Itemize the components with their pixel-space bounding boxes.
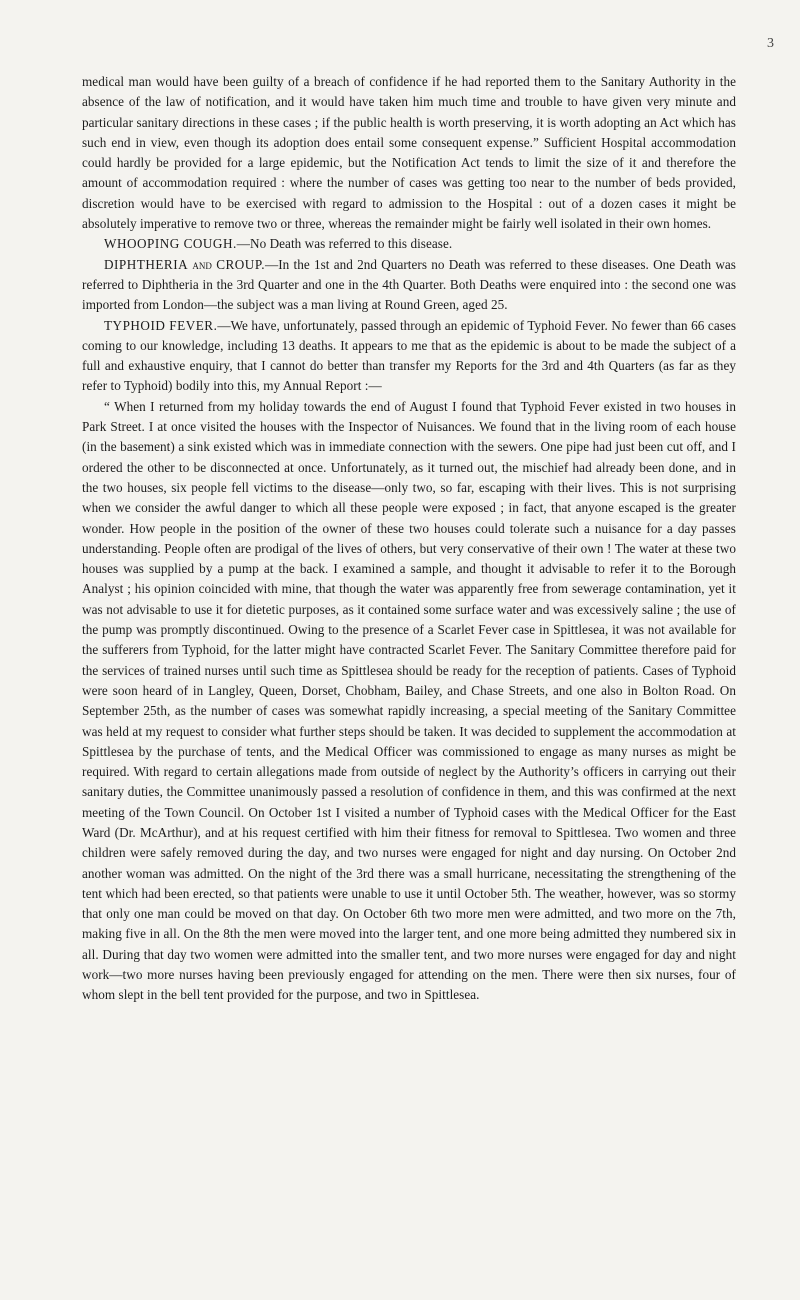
- diphtheria-heading-part2: CROUP.: [216, 256, 265, 272]
- typhoid-heading: TYPHOID FEVER.: [104, 317, 218, 333]
- page-number: 3: [767, 36, 774, 51]
- diphtheria-text: —In the 1st and 2nd Quarters no Death was referred to these diseases. One Death was referred to Diphtheria in the 3rd Quarter and one in the 4th Quarter. Both Deaths were enquired into : the second one was imported from London—the subject was a man living at Round Green, aged 25.: [82, 256, 736, 313]
- whooping-cough-heading: WHOOPING COUGH.: [104, 236, 237, 252]
- typhoid-text: —We have, unfortunately, passed through an epidemic of Typhoid Fever. No fewer than 66 cases coming to our knowledge, including 13 deaths. It appears to me that as the epidemic is about to be made the subject of a full and exhaustive enquiry, that I cannot do better than transfer my Reports for the 3rd and 4th Quarters (as far as they refer to Typhoid) bodily into this, my Annual Report :—: [82, 317, 737, 394]
- diphtheria-heading-and: and: [192, 256, 212, 272]
- quoted-report: “ When I returned from my holiday towards the end of August I found that Typhoid Fever existed in two houses in Park Street. I at once visited the houses with the Inspector of Nuisances. We found that in the living room of each house (in the basement) a sink existed which was in immediate connection with the sewers. One pipe had just been cut off, and I ordered the other to be disconnected at once. Unfortunately, as it turned out, the mischief had already been done, and in the two houses, six people fell victims to the disease—only two, so far, escaping with their lives. This is not surprising when we consider the awful danger to which all these people were exposed ; in fact, that anyone escaped is the greater wonder. How people in the position of the owner of these two houses could tolerate such a nuisance for a day passes understanding. People often are prodigal of the lives of others, but very conservative of their own ! The water at these two houses was supplied by a pump at the back. I examined a sample, and thought it advisable to refer it to the Borough Analyst ; his opinion coincided with mine, that though the water was apparently free from sewerage contamination, yet it was not advisable to use it for dietetic purposes, as it contained some surface water and was excessively saline ; the use of the pump was promptly discontinued. Owing to the presence of a Scarlet Fever case in Spittlesea, it was not available for the sufferers from Typhoid, for the latter might have contracted Scarlet Fever. The Sanitary Committee therefore paid for the services of trained nurses until such time as Spittlesea should be ready for the reception of patients. Cases of Typhoid were soon heard of in Langley, Queen, Dorset, Chobham, Bailey, and Chase Streets, and one also in Bolton Road. On September 25th, as the number of cases was somewhat rapidly increasing, a special meeting of the Sanitary Committee was held at my request to consider what further steps should be taken. It was decided to supplement the accommodation at Spittlesea by the purchase of tents, and the Medical Officer was commissioned to engage as many nurses as might be required. With regard to certain allegations made from outside of neglect by the Authority’s officers in carrying out their sanitary duties, the Committee unanimously passed a resolution of confidence in them, and this was confirmed at the next meeting of the Town Council. On October 1st I visited a number of Typhoid cases with the Medical Officer for the East Ward (Dr. McArthur), and at his request certified with him their fitness for removal to Spittlesea. Two women and three children were safely removed during the day, and two nurses were engaged for night and day nursing. On October 2nd another woman was admitted. On the night of the 3rd there was a small hurricane, necessitating the strengthening of the tent which had been erected, so that patients were unable to use it until October 5th. The weather, however, was so stormy that only one man could be moved on that day. On October 6th two more men were admitted, and two more on the 7th, making five in all. On the 8th the men were moved into the larger tent, and one more being admitted they numbered six in all. During that day two women were admitted into the smaller tent, and two more nurses were engaged for day and night work—two more nurses having been previously engaged for attending on the men. There were then six nurses, four of whom slept in the bell tent provided for the purpose, and two in Spittlesea.: [82, 398, 736, 1003]
- opening-paragraph: medical man would have been guilty of a breach of confidence if he had reported them to the Sanitary Authority in the absence of the law of notification, and it would have taken him much time and trouble to have given very minute and particular sanitary directions in these cases ; if the public health is worth preserving, it is worth adopting an Act which has such end in view, even though its adoption does entail some consequent expense.” Sufficient Hospital accommodation could hardly be provided for a large epidemic, but the Notification Act tends to limit the size of it and therefore the amount of accommodation required : where the number of cases was getting too near to the number of beds provided, discretion would have to be exercised with regard to admission to the Hospital : out of a dozen cases it might be absolutely imperative to remove two or three, whereas the remainder might be fairly well isolated in their own homes.: [82, 74, 736, 232]
- whooping-cough-text: —No Death was referred to this disease.: [236, 236, 453, 252]
- whooping-cough-section: [82, 234, 736, 254]
- diphtheria-section: [82, 255, 736, 316]
- document-body: [82, 72, 736, 1006]
- diphtheria-heading-part1: DIPHTHERIA: [104, 256, 189, 272]
- typhoid-section: [82, 316, 736, 397]
